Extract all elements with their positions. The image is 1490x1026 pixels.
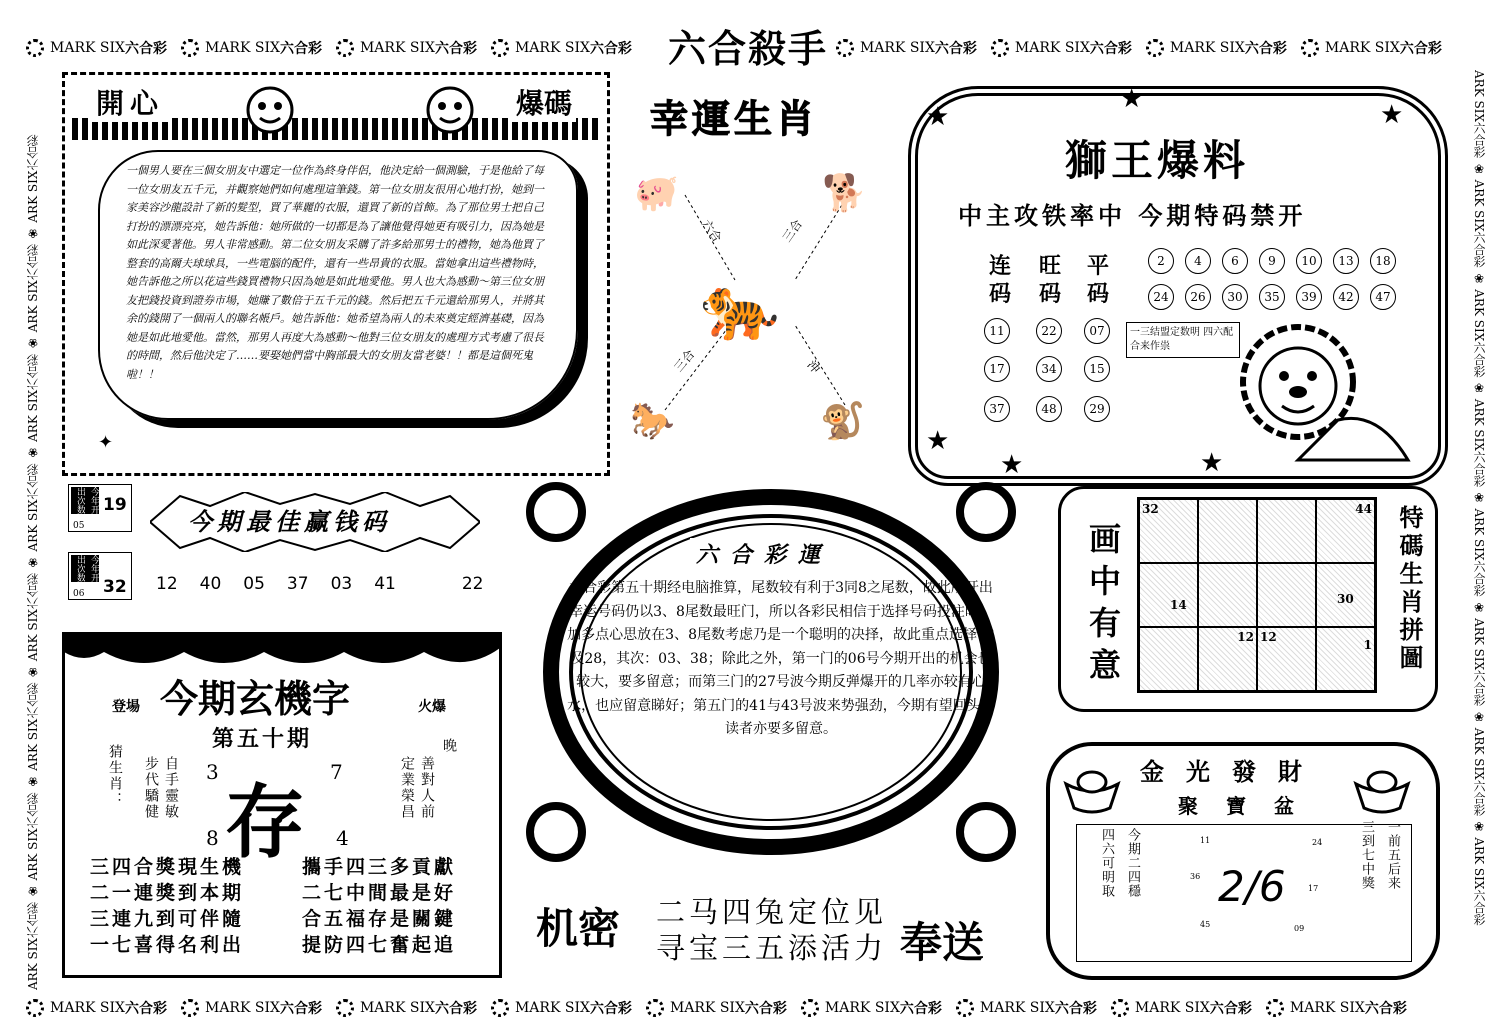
puzzle-cell: [1257, 499, 1316, 563]
tiger-icon: 🐅: [700, 271, 780, 345]
flower-icon: [991, 39, 1009, 57]
flower-icon: [1266, 999, 1284, 1017]
puzzle-label: 画中有意: [1084, 522, 1122, 690]
number-ball: 11: [984, 318, 1010, 344]
cartoon-face-icon: [240, 80, 300, 140]
flower-icon: [26, 999, 44, 1017]
flower-icon: [646, 999, 664, 1017]
number-ball: 22: [1036, 318, 1062, 344]
number-ball: 4: [1185, 248, 1211, 274]
star-icon: ★: [1380, 100, 1404, 130]
gold-ingot-icon: [1062, 768, 1122, 814]
star-icon: ✦: [98, 432, 114, 453]
number-ball: 35: [1259, 284, 1285, 310]
col-label: 旺码: [1038, 253, 1061, 307]
zodiac-label: 六合: [698, 216, 725, 245]
border-unit: MARK SIX 六合彩: [1146, 38, 1287, 58]
star-icon: ★: [1120, 84, 1144, 114]
number-ball: 29: [1084, 396, 1110, 422]
puzzle-cell: 1: [1316, 627, 1375, 691]
puzzle-cell: 44: [1316, 499, 1375, 563]
number-ball: 47: [1370, 284, 1396, 310]
flower-icon: [1301, 39, 1319, 57]
zodiac-label: 三合: [671, 347, 698, 375]
flower-icon: [836, 39, 854, 57]
puzzle-cell: 30: [1316, 563, 1375, 627]
star-icon: ★: [1000, 450, 1024, 480]
xuanji-left-tag: 登場: [112, 699, 140, 715]
border-unit: MARK SIX 六合彩: [181, 38, 322, 58]
flower-icon: [491, 39, 509, 57]
monkey-icon: 🐒: [820, 401, 865, 442]
horse-icon: 🐎: [630, 401, 675, 442]
center-title: 六合彩運: [690, 538, 838, 569]
xuanji-issue: 第五十期: [212, 726, 313, 752]
xuanji-title: 今期玄機字: [160, 676, 351, 721]
zodiac-label: 三合: [779, 216, 806, 245]
flower-icon: [801, 999, 819, 1017]
number-ball: 9: [1259, 248, 1285, 274]
pig-icon: 🐖: [634, 173, 679, 214]
number-ball: 10: [1296, 248, 1322, 274]
stat-count: 19: [103, 495, 127, 515]
xuanji-right-tag: 火爆: [418, 699, 446, 715]
stat-box: 出次数 今年开 19 05: [68, 484, 132, 532]
number-ball: 2: [1148, 248, 1174, 274]
col-label: 连码: [988, 253, 1011, 307]
flower-icon: [956, 999, 974, 1017]
border-unit: MARK SIX 六合彩: [336, 998, 477, 1018]
xuanji-guess: 猜生肖：: [107, 744, 123, 808]
lion-icon: [1238, 320, 1414, 470]
border-unit: MARK SIX 六合彩: [491, 38, 632, 58]
puzzle-cell: [1257, 563, 1316, 627]
treasure-subtitle: 聚寶盆: [1178, 794, 1322, 818]
number-ball: 34: [1036, 356, 1062, 382]
page-title: 六合殺手: [660, 18, 836, 73]
stat-count: 32: [103, 577, 127, 597]
luck-title: 幸運生肖: [650, 96, 819, 141]
dog-icon: 🐕: [822, 173, 867, 214]
clock-value: 2/6: [1218, 862, 1286, 911]
star-icon: ★: [926, 102, 950, 132]
border-unit: MARK SIX 六合彩: [26, 38, 167, 58]
star-icon: ★: [926, 426, 950, 456]
stat-issue: 05: [73, 521, 85, 531]
number-ball: 37: [984, 396, 1010, 422]
puzzle-cell: 12: [1198, 627, 1257, 691]
flower-icon: [336, 999, 354, 1017]
lion-note: 一三结盟定数明 四六配合来作祟: [1126, 322, 1240, 358]
lion-title: 獅王爆料: [1065, 136, 1250, 185]
number-ball: 39: [1296, 284, 1322, 310]
flower-icon: [336, 39, 354, 57]
right-border: ARK SIX六合彩 ❀ ARK SIX六合彩 ❀ ARK SIX六合彩 ❀ ARK SIX六合彩 ❀ ARK SIX六合彩 ❀ ARK SIX六合彩 ❀ ARK SIX六合彩 ❀ ARK SIX六合彩: [1472, 70, 1486, 926]
stat-box: 出次数 今年开 32 06: [68, 552, 132, 600]
bottom-border: [0, 990, 1490, 1026]
lion-headline: 中主攻铁率中 今期特码禁开: [958, 201, 1307, 230]
story-right-label: 爆碼: [512, 82, 576, 122]
flower-icon: [181, 999, 199, 1017]
number-ball: 26: [1185, 284, 1211, 310]
border-unit: MARK SIX 六合彩: [181, 998, 322, 1018]
border-unit: MARK SIX 六合彩: [646, 998, 787, 1018]
win-title: 今期最佳赢钱码: [188, 507, 391, 536]
number-ball: 6: [1222, 248, 1248, 274]
puzzle-cell: [1198, 563, 1257, 627]
jimi-label: 机密: [536, 904, 621, 953]
border-unit: MARK SIX 六合彩: [491, 998, 632, 1018]
number-ball: 13: [1333, 248, 1359, 274]
puzzle-grid: [1137, 497, 1377, 693]
puzzle-right-label: 特碼生肖拼圖: [1395, 505, 1424, 673]
jimi-line-1: 二马四兔定位见: [656, 895, 888, 929]
border-unit: MARK SIX 六合彩: [1301, 38, 1442, 58]
jimi-line-2: 寻宝三五添活力: [656, 931, 888, 965]
puzzle-cell: [1198, 499, 1257, 563]
number-ball: 48: [1036, 396, 1062, 422]
center-article: 六合彩第五十期经电脑推算，尾数较有利于3同8之尾数，故此所开出幸运号码仍以3、8尾数最旺门，所以各彩民相信于选择号码投注时，加多点心思放在3、8尾数考虑乃是一个聪明的决择，故此重点选择13及28，其次：03、38；除此之外，第一门的06号今期开出的机会也较大，要多留意；而第三门的27号波今期反弹爆开的几率亦较有心水，也应留意睇好；第五门的41与43号波来势强劲，今期有望回头，读者亦要多留意。: [567, 580, 995, 737]
border-unit: MARK SIX 六合彩: [956, 998, 1097, 1018]
border-unit: MARK SIX 六合彩: [26, 998, 167, 1018]
left-border: ARK SIX六合彩 ❀ ARK SIX六合彩 ❀ ARK SIX六合彩 ❀ ARK SIX六合彩 ❀ ARK SIX六合彩 ❀ ARK SIX六合彩 ❀ ARK SIX六合彩 ❀ ARK SIX六合彩: [26, 134, 40, 990]
border-unit: MARK SIX 六合彩: [801, 998, 942, 1018]
border-unit: MARK SIX 六合彩: [336, 38, 477, 58]
puzzle-cell: 32: [1139, 499, 1198, 563]
number-ball: 24: [1148, 284, 1174, 310]
puzzle-cell: [1139, 627, 1198, 691]
border-unit: MARK SIX 六合彩: [991, 38, 1132, 58]
number-ball: 07: [1084, 318, 1110, 344]
jimi-gift: 奉送: [900, 918, 985, 967]
number-ball: 15: [1084, 356, 1110, 382]
number-ball: 18: [1370, 248, 1396, 274]
number-ball: 30: [1222, 284, 1248, 310]
flower-icon: [26, 39, 44, 57]
flower-icon: [1111, 999, 1129, 1017]
win-numbers: 12 40 05 37 03 41 22: [156, 574, 484, 594]
stat-issue: 06: [73, 589, 85, 599]
zodiac-label: 沖: [804, 357, 823, 376]
gold-ingot-icon: [1352, 768, 1412, 814]
puzzle-cell: 14: [1139, 563, 1198, 627]
col-label: 平码: [1086, 253, 1109, 307]
border-unit: MARK SIX 六合彩: [836, 38, 977, 58]
story-text: 一個男人要在三個女朋友中選定一位作為終身伴侶，他決定給一個測驗，于是他給了每一位女朋友五千元，并觀察她們如何處理這筆錢。第一位女朋友很用心地打扮，她到一家美容沙龍設計了新的髮型，買了華麗的衣服，還買了新的首飾。為了那位男士把自己打扮的漂漂亮亮，她告訴他：她所做的一切都是為了讓他覺得她更有吸引力，因為她是如此深愛著他。男人非常感動。第二位女朋友采購了許多給那男士的禮物，她為他買了整套的高爾夫球球具，一些電腦的配件，還有一些昂貴的衣服。當她拿出這些禮物時，她告訴他之所以花這些錢買禮物只因為她是如此地愛他。男人也大為感動～第三位女朋友把錢投資到證券市場，她賺了數倍于五千元的錢。然后把五千元還給那男人，并將其余的錢開了一個兩人的聯名帳戶。她告訴他：她希望為兩人的未來奠定經濟基礎，因為她是如此地愛他。當然，那男人再度大為感動～他對三位女朋友的處理方式考慮了很長的時間，然后他決定了……要娶她們當中胸部最大的女朋友當老婆！！都是這個死鬼啦！！: [98, 150, 578, 420]
number-ball: 42: [1333, 284, 1359, 310]
number-ball: 17: [984, 356, 1010, 382]
story-left-label: 開心: [92, 82, 168, 122]
flower-icon: [181, 39, 199, 57]
border-unit: MARK SIX 六合彩: [1266, 998, 1407, 1018]
border-unit: MARK SIX 六合彩: [1111, 998, 1252, 1018]
puzzle-cell: 12: [1257, 627, 1316, 691]
star-icon: ★: [1200, 448, 1224, 478]
treasure-title: 金光發財: [1140, 757, 1324, 786]
flower-icon: [491, 999, 509, 1017]
flower-icon: [1146, 39, 1164, 57]
xuanji-big-char: 存: [225, 775, 305, 869]
cartoon-face-icon: [420, 80, 480, 140]
